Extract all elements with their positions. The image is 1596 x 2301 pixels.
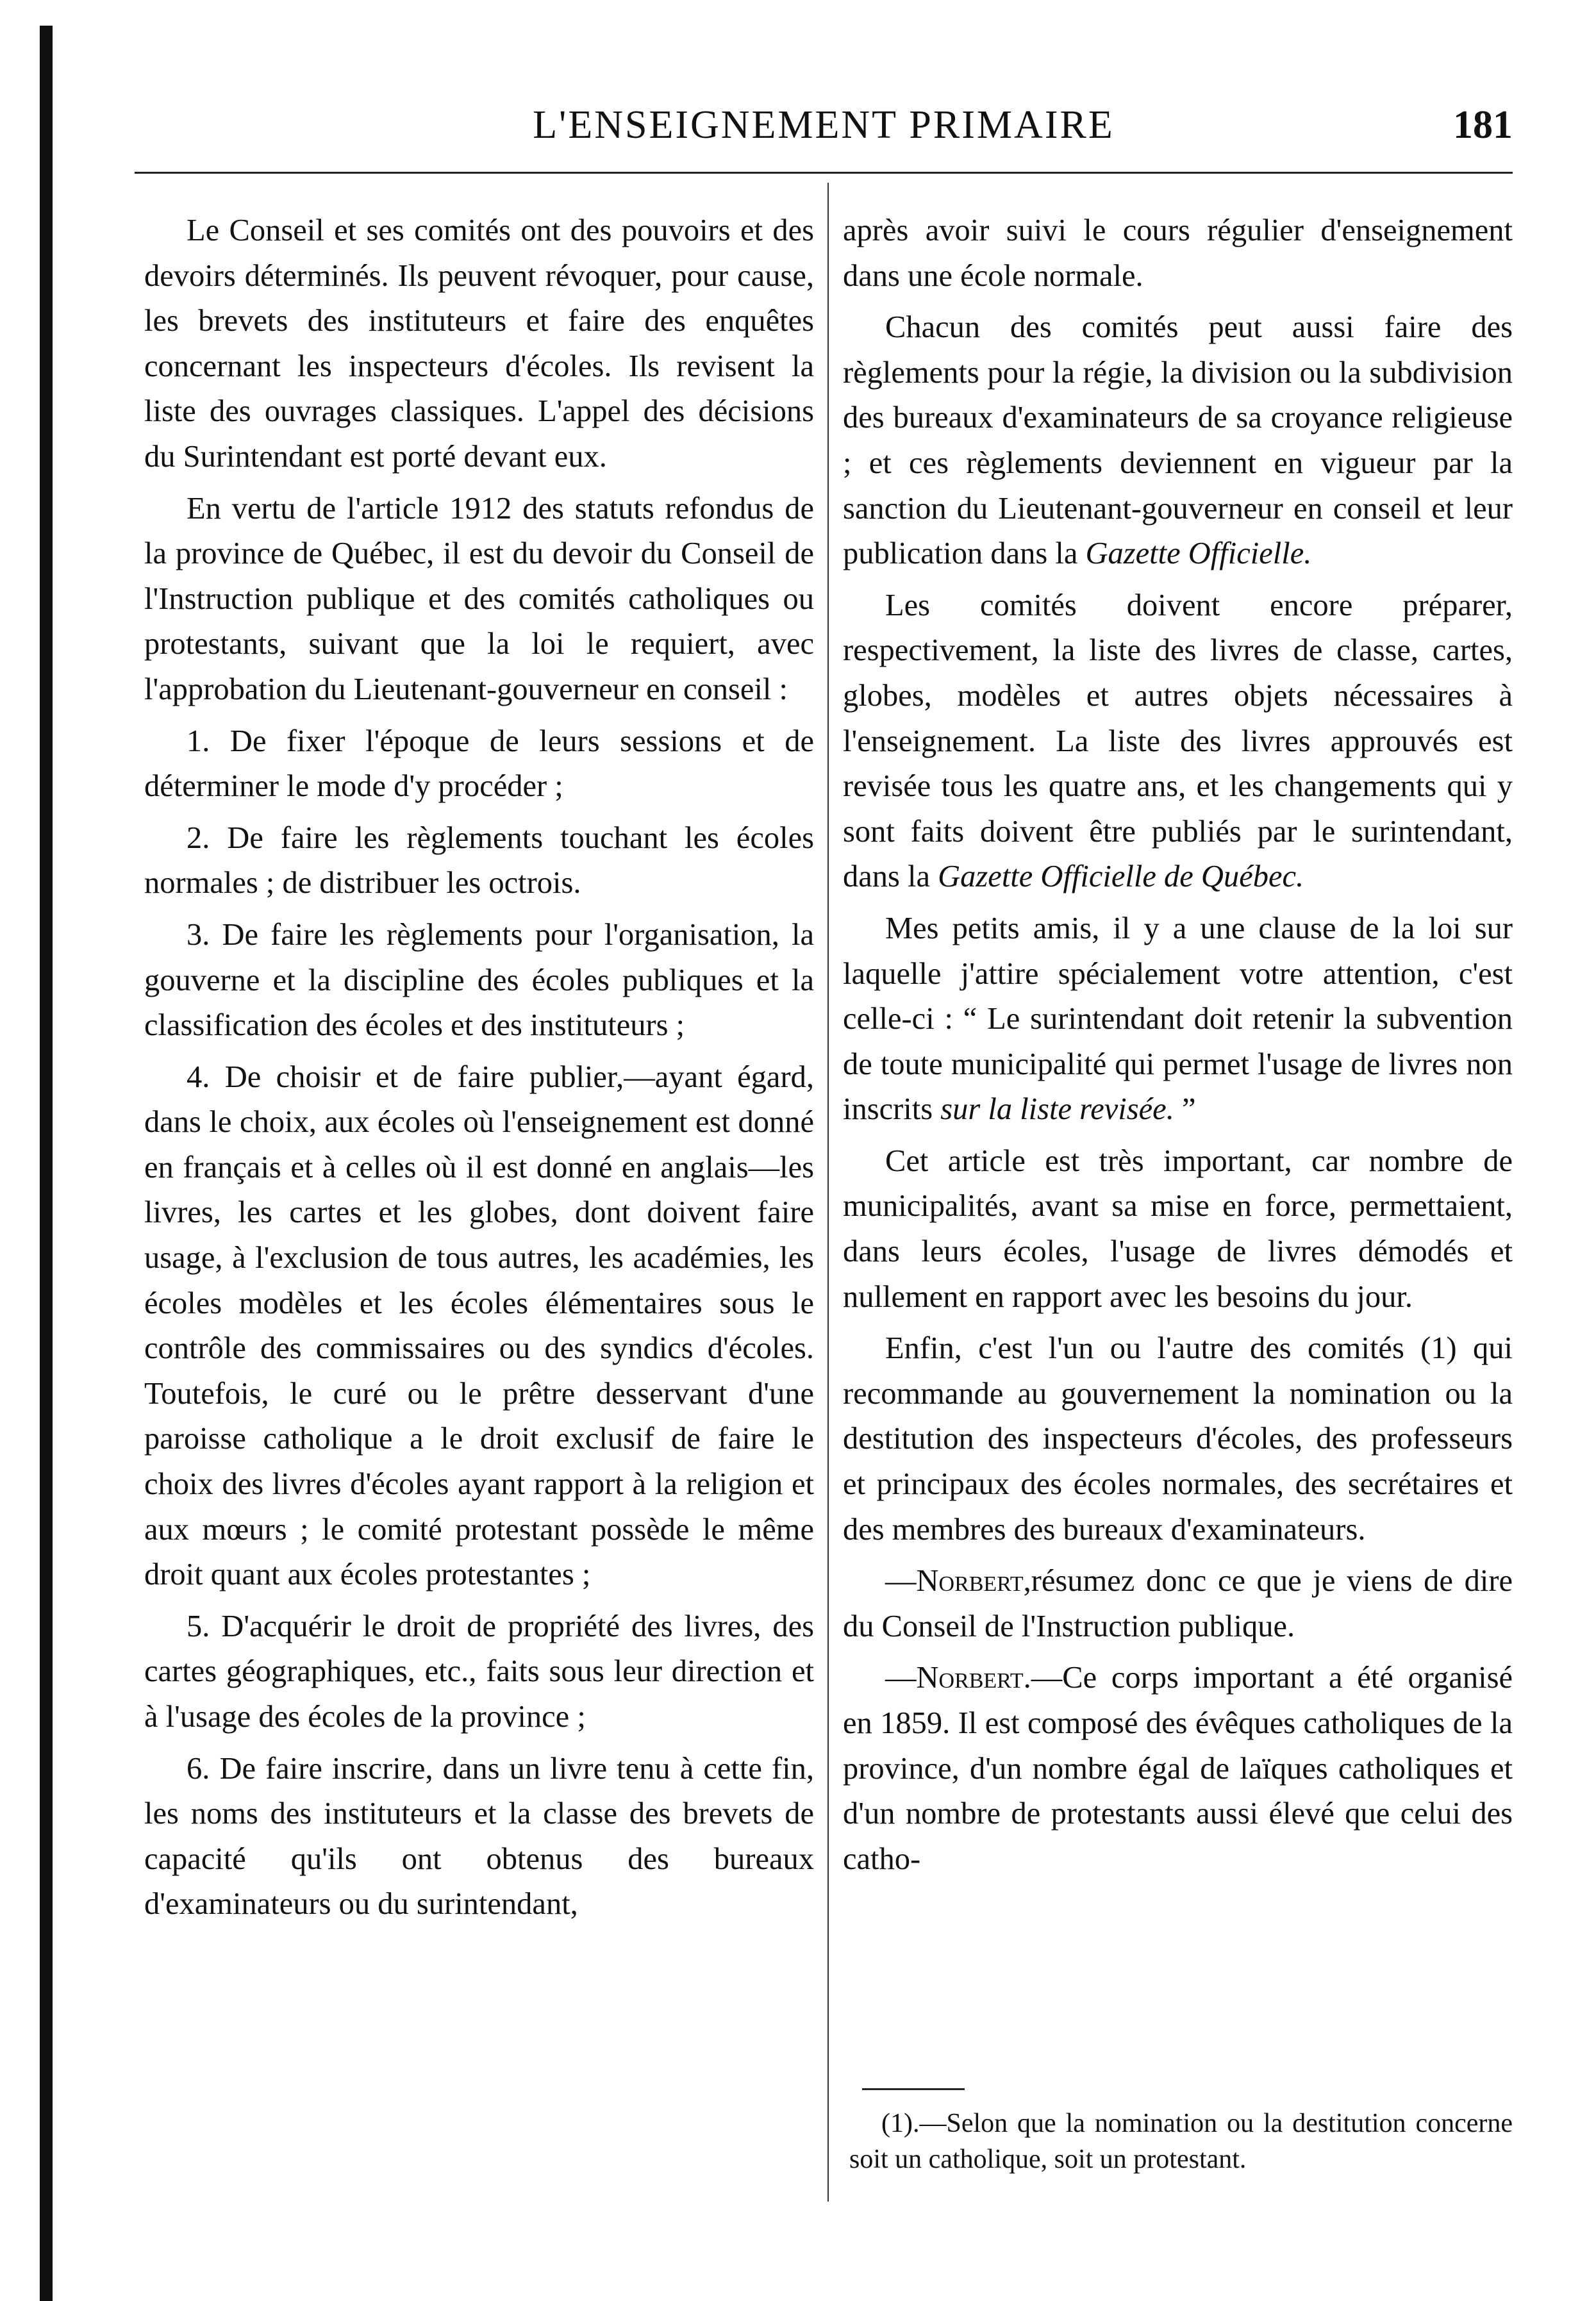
list-item: 3. De faire les règlements pour l'organisation, la gouverne et la discipline des écoles publiques et la classification des écoles et des instituteurs ;: [144, 917, 814, 1043]
italic-reference: Gazette Officielle.: [1085, 536, 1312, 571]
dialogue-answer: [843, 1656, 1513, 1882]
footnote: (1).—Selon que la nomination ou la destitution concerne soit un catholique, soit un protestant.: [849, 2109, 1513, 2174]
italic-reference: Gazette Officielle de Québec.: [938, 860, 1304, 894]
column-divider: [827, 183, 829, 2202]
paragraph: Cet article est très important, car nombre de municipalités, avant sa mise en force, permettaient, dans leurs écoles, l'usage de livres démodés et nullement en rapport avec les besoins du jour.: [843, 1143, 1513, 1314]
list-item: 2. De faire les règlements touchant les écoles normales ; de distribuer les octrois.: [144, 820, 814, 901]
paragraph: [843, 906, 1513, 1133]
paragraph: après avoir suivi le cours régulier d'enseignement dans une école normale.: [843, 213, 1513, 293]
list-item: 5. D'acquérir le droit de propriété des livres, des cartes géographiques, etc., faits sous leur direction et à l'usage des écoles de la province ;: [144, 1609, 814, 1734]
paragraph: Enfin, c'est l'un ou l'autre des comités (1) qui recommande au gouvernement la nomination ou la destitution des inspecteurs d'écoles, des professeurs et principaux des écoles normales, des secrétaires et des membres des bureaux d'examinateurs.: [843, 1331, 1513, 1547]
running-title: L'ENSEIGNEMENT PRIMAIRE: [533, 103, 1115, 147]
text-run: ”: [1174, 1092, 1196, 1127]
paragraph: En vertu de l'article 1912 des statuts refondus de la province de Québec, il est du devoir du Conseil de l'Instruction publique et des comités catholiques ou protestants, suivant que la loi le requiert, avec l'approbation du Lieutenant-gouverneur en conseil :: [144, 491, 814, 706]
dash: —: [885, 1661, 917, 1695]
paragraph: [843, 305, 1513, 577]
italic-quote: sur la liste revisée.: [940, 1092, 1174, 1127]
footnote-rule: [862, 2088, 965, 2090]
dash: —: [885, 1564, 917, 1599]
speaker-name: Norbert: [916, 1661, 1024, 1695]
list-item: 6. De faire inscrire, dans un livre tenu à cette fin, les noms des instituteurs et la classe des brevets de capacité qu'ils ont obtenus des bureaux d'examinateurs ou du surintendant,: [144, 1751, 814, 1922]
paragraph: Le Conseil et ses comités ont des pouvoirs et des devoirs déterminés. Ils peuvent révoquer, pour cause, les brevets des instituteurs et faire des enquêtes concernant les inspecteurs d'écoles. Ils revisent la liste des ouvrages classiques. L'appel des décisions du Surintendant est porté devant eux.: [144, 213, 814, 474]
binding-edge: [40, 26, 53, 2301]
header-rule: [135, 172, 1513, 174]
text-run: ,résumez donc ce que je viens de dire du Conseil de l'Instruction publique.: [843, 1564, 1513, 1643]
text-run: Mes petits amis, il y a une clause de la loi sur laquelle j'attire spécialement votre attention, c'est celle-ci : “ Le surintendant doit retenir la subvention de toute municipalité qui permet l'usage de livres non inscrits: [843, 911, 1513, 1127]
page-header: [135, 96, 1513, 154]
list-item: 1. De fixer l'époque de leurs sessions et de déterminer le mode d'y procéder ;: [144, 724, 814, 804]
left-column: [144, 208, 814, 1934]
text-run: .—Ce corps important a été organisé en 1859. Il est composé des évêques catholiques de la province, d'un nombre égal de laïques catholiques et d'un nombre de protestants aussi élevé que celui des catho-: [843, 1661, 1513, 1876]
right-column: [843, 208, 1513, 1888]
page-number: 181: [1453, 103, 1513, 147]
list-item: 4. De choisir et de faire publier,—ayant égard, dans le choix, aux écoles où l'enseignement est donné en français et à celles où il est donné en anglais—les livres, les cartes et les globes, dont doivent faire usage, à l'exclusion de tous autres, les académies, les écoles modèles et les écoles élémentaires sous le contrôle des commissaires ou des syndics d'écoles. Toutefois, le curé ou le prêtre desservant d'une paroisse catholique a le droit exclusif de faire le choix des livres d'écoles ayant rapport à la religion et aux mœurs ; le comité protestant possède le même droit quant aux écoles protestantes ;: [144, 1059, 814, 1592]
speaker-name: Norbert: [916, 1564, 1024, 1599]
dialogue-question: [843, 1559, 1513, 1649]
text-run: Chacun des comités peut aussi faire des règlements pour la régie, la division ou la subdivision des bureaux d'examinateurs de sa croyance religieuse ; et ces règlements deviennent en vigueur par la sanction du Lieutenant-gouverneur en conseil et leur publication dans la: [843, 310, 1513, 571]
text-run: Les comités doivent encore préparer, respectivement, la liste des livres de classe, cartes, globes, modèles et autres objets nécessaires à l'enseignement. La liste des livres approuvés est revisée tous les quatre ans, et les changements qui y sont faits doivent être publiés par le surintendant, dans la: [843, 588, 1513, 894]
paragraph: [843, 583, 1513, 900]
